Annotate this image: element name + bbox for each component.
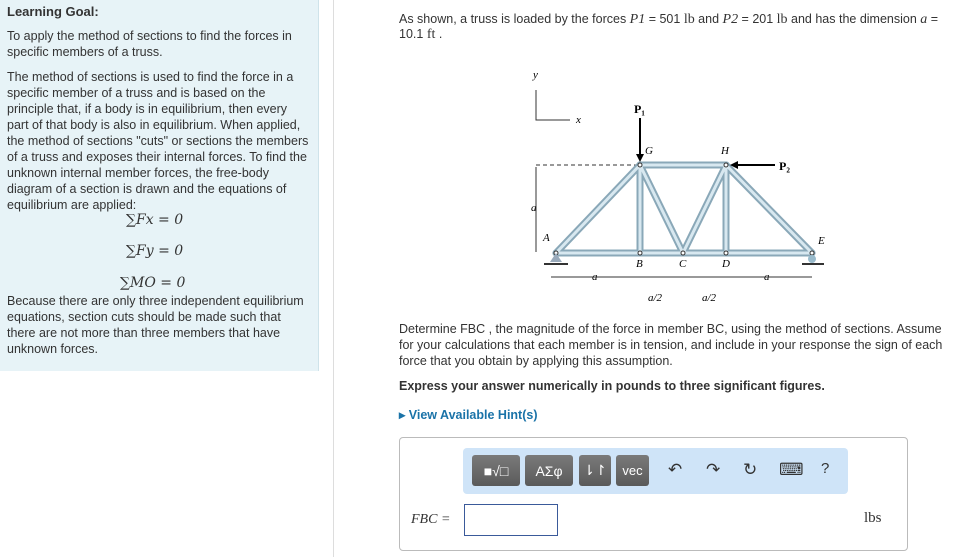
svg-text:B: B <box>636 258 643 270</box>
svg-text:a/2: a/2 <box>702 292 717 304</box>
templates-button[interactable]: ■√□ <box>472 455 520 486</box>
undo-icon[interactable]: ↶ <box>668 460 683 479</box>
outro-text: Because there are only three independent equilibrium equations, section cuts should be made such that there are not more than three members that have unknown forces. <box>7 294 304 356</box>
keyboard-icon[interactable]: ⌨ <box>779 460 804 479</box>
instruction-text: Express your answer numerically in pounds to three significant figures. <box>399 379 825 393</box>
math-toolbar <box>463 448 848 494</box>
problem-statement: As shown, a truss is loaded by the forces P1 = 501 lb and P2 = 201 lb and has the dimension a = 10.1 ft . <box>399 12 939 42</box>
reset-icon[interactable]: ↻ <box>743 460 758 479</box>
answer-unit: lbs <box>864 510 882 526</box>
arrows-button[interactable]: ⇂↾ <box>579 455 611 486</box>
x-axis-label: x <box>576 114 581 126</box>
svg-text:a/2: a/2 <box>648 292 663 304</box>
greek-button[interactable]: ΑΣφ <box>525 455 573 486</box>
answer-input[interactable] <box>464 504 558 536</box>
redo-icon[interactable]: ↷ <box>706 460 721 479</box>
learning-goal-title: Learning Goal: <box>7 4 99 19</box>
vec-button[interactable]: vec <box>616 455 649 486</box>
p2-label: P₂ <box>779 159 790 173</box>
svg-text:C: C <box>679 258 687 270</box>
svg-text:A: A <box>543 232 550 244</box>
view-hints-link[interactable]: ▸ View Available Hint(s) <box>399 408 538 422</box>
svg-text:E: E <box>818 235 825 247</box>
svg-text:a: a <box>531 202 537 214</box>
svg-text:D: D <box>722 258 730 270</box>
y-axis-label: y <box>533 69 538 81</box>
help-icon[interactable]: ? <box>821 460 830 477</box>
goal-text: To apply the method of sections to find the forces in specific members of a truss. <box>7 29 292 59</box>
p1-label: P₁ <box>634 102 645 116</box>
svg-text:H: H <box>721 145 729 157</box>
equation-mo: ∑MO = 0 <box>120 275 186 291</box>
equation-fy: ∑Fy = 0 <box>126 243 184 259</box>
answer-label: FBC = <box>411 512 451 527</box>
svg-text:a: a <box>764 271 770 283</box>
equation-fx: ∑Fx = 0 <box>126 212 184 228</box>
svg-text:G: G <box>645 145 653 157</box>
svg-text:a: a <box>592 271 598 283</box>
roller-support <box>808 255 816 263</box>
intro-text: The method of sections is used to find the force in a specific member of a truss and is based on the principle that, if a body is in equilibrium, then every part of that body is also in equilibrium. When applied, the method of sections "cuts" or sections the members of a truss and exposes their internal forces. To find the unknown internal member forces, the free-body diagram of a section is drawn and the equations of equilibrium are applied: <box>7 70 309 212</box>
question-text: Determine FBC , the magnitude of the force in member BC, using the method of sections. Assume for your calculations that each member is in tension, and include in your response the sign of each force that you obtain by applying this assumption. <box>399 322 943 368</box>
